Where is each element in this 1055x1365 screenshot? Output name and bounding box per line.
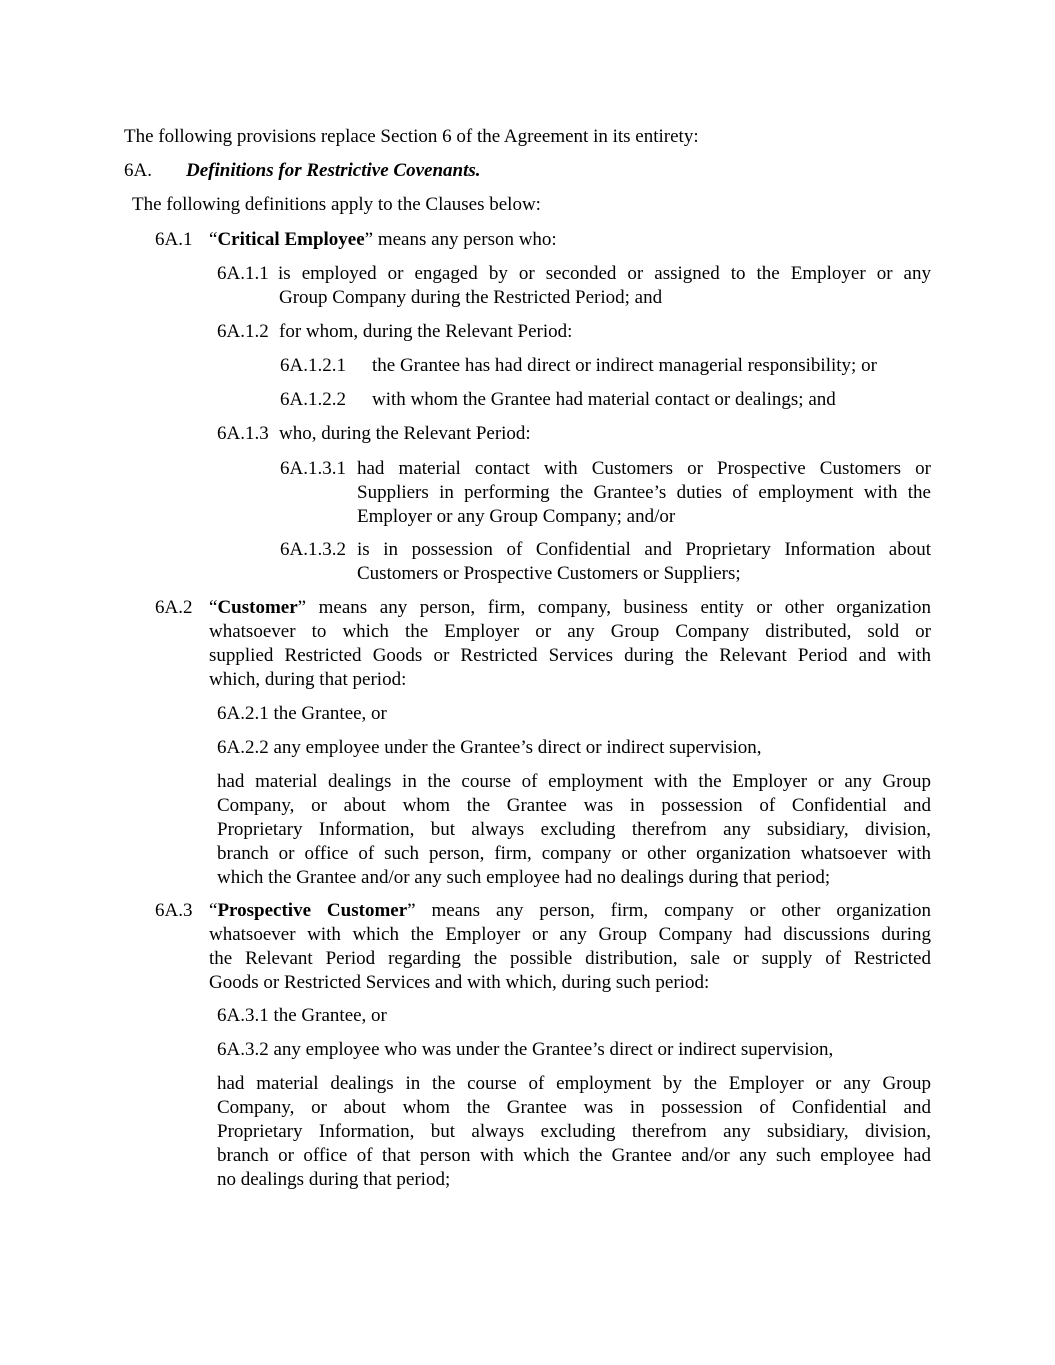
clause-6a2-number: 6A.2: [155, 597, 193, 618]
clause-6a3-tail: [217, 1072, 931, 1192]
clause-6a22: 6A.2.2 any employee under the Grantee’s direct or indirect supervision,: [217, 737, 762, 758]
clause-6a122-number: 6A.1.2.2: [280, 389, 346, 410]
clause-6a2-tail-line: branch or office of such person, firm, company or other organization whatsoever with: [217, 843, 931, 864]
clause-6a12-number: 6A.1.2: [217, 321, 269, 342]
clause-6a13-number: 6A.1.3: [217, 423, 269, 444]
clause-6a3-line: the Relevant Period regarding the possible distribution, sale or supply of Restricted: [209, 948, 931, 969]
clause-6a2-line: whatsoever to which the Employer or any Group Company distributed, sold or: [209, 621, 931, 642]
clause-6a2-tail-line: Proprietary Information, but always excluding therefrom any subsidiary, division,: [217, 819, 931, 840]
clause-6a2-tail: [217, 770, 931, 890]
clause-6a131-line: Employer or any Group Company; and/or: [357, 506, 676, 527]
clause-6a11-text: [279, 262, 931, 310]
clause-6a32: 6A.3.2 any employee who was under the Grantee’s direct or indirect supervision,: [217, 1039, 834, 1060]
clause-6a31: 6A.3.1 the Grantee, or: [217, 1005, 387, 1026]
clause-6a3-tail-line: Proprietary Information, but always excluding therefrom any subsidiary, division,: [217, 1121, 931, 1142]
clause-6a132-text: [357, 538, 931, 586]
clause-6a2-text: [209, 596, 931, 692]
clause-6a13-text: who, during the Relevant Period:: [279, 423, 531, 444]
clause-6a132-number: 6A.1.3.2: [280, 539, 346, 560]
clause-6a12-text: for whom, during the Relevant Period:: [279, 321, 573, 342]
clause-6a3-tail-line: no dealings during that period;: [217, 1169, 451, 1190]
clause-6a2-rest: ” means any person, firm, company, business entity or other organization: [297, 597, 931, 618]
clause-6a131-text: [357, 457, 931, 529]
lead-text: The following definitions apply to the Clauses below:: [132, 194, 541, 215]
term-customer: Customer: [217, 597, 298, 618]
clause-6a2-tail-line: Company, or about whom the Grantee was in possession of Confidential and: [217, 795, 931, 816]
clause-6a131-number: 6A.1.3.1: [280, 458, 346, 479]
clause-6a2-tail-line: which the Grantee and/or any such employee had no dealings during that period;: [217, 867, 831, 888]
clause-6a121-number: 6A.1.2.1: [280, 355, 346, 376]
clause-6a121-text: the Grantee has had direct or indirect managerial responsibility; or: [372, 355, 877, 376]
clause-6a1-number: 6A.1: [155, 229, 193, 250]
section-number: 6A.: [124, 160, 152, 181]
clause-6a11-line: is employed or engaged by or seconded or assigned to the Employer or any: [278, 263, 931, 284]
clause-6a132-line: Customers or Prospective Customers or Suppliers;: [357, 563, 741, 584]
clause-6a3-line: whatsoever with which the Employer or any Group Company had discussions during: [209, 924, 931, 945]
clause-6a3-line: Goods or Restricted Services and with which, during such period:: [209, 972, 710, 993]
clause-6a3-tail-line: branch or office of that person with which the Grantee and/or any such employee had: [217, 1145, 931, 1166]
clause-6a2-line: which, during that period:: [209, 669, 407, 690]
clause-6a3-number: 6A.3: [155, 900, 193, 921]
clause-6a3-text: [209, 899, 931, 995]
clause-6a3-rest: ” means any person, firm, company or other organization: [407, 900, 932, 921]
clause-6a21: 6A.2.1 the Grantee, or: [217, 703, 387, 724]
clause-6a122-text: with whom the Grantee had material contact or dealings; and: [372, 389, 836, 410]
clause-6a11-number: 6A.1.1: [217, 263, 269, 284]
clause-6a3-tail-line: Company, or about whom the Grantee was in possession of Confidential and: [217, 1097, 931, 1118]
clause-6a3-tail-line: had material dealings in the course of employment by the Employer or any Group: [217, 1073, 931, 1094]
clause-6a2-line: supplied Restricted Goods or Restricted Services during the Relevant Period and with: [209, 645, 931, 666]
section-title: Definitions for Restrictive Covenants.: [186, 160, 481, 181]
clause-6a2-line: “Customer” means any person, firm, company, business entity or other organization: [209, 597, 931, 618]
clause-6a11-line: Group Company during the Restricted Period; and: [279, 287, 663, 308]
clause-6a3-line: “Prospective Customer” means any person, firm, company or other organization: [209, 900, 932, 921]
clause-6a1-rest: ” means any person who:: [364, 229, 557, 250]
clause-6a1-heading: “Critical Employee” means any person who:: [209, 229, 557, 250]
term-prospective-customer: Prospective Customer: [217, 900, 408, 921]
term-critical-employee: Critical Employee: [217, 229, 365, 250]
clause-6a132-line: is in possession of Confidential and Proprietary Information about: [357, 539, 931, 560]
clause-6a2-tail-line: had material dealings in the course of employment with the Employer or any Group: [217, 771, 931, 792]
clause-6a131-line: had material contact with Customers or Prospective Customers or: [357, 458, 931, 479]
clause-6a131-line: Suppliers in performing the Grantee’s duties of employment with the: [357, 482, 931, 503]
intro-text: The following provisions replace Section 6 of the Agreement in its entirety:: [124, 126, 699, 147]
